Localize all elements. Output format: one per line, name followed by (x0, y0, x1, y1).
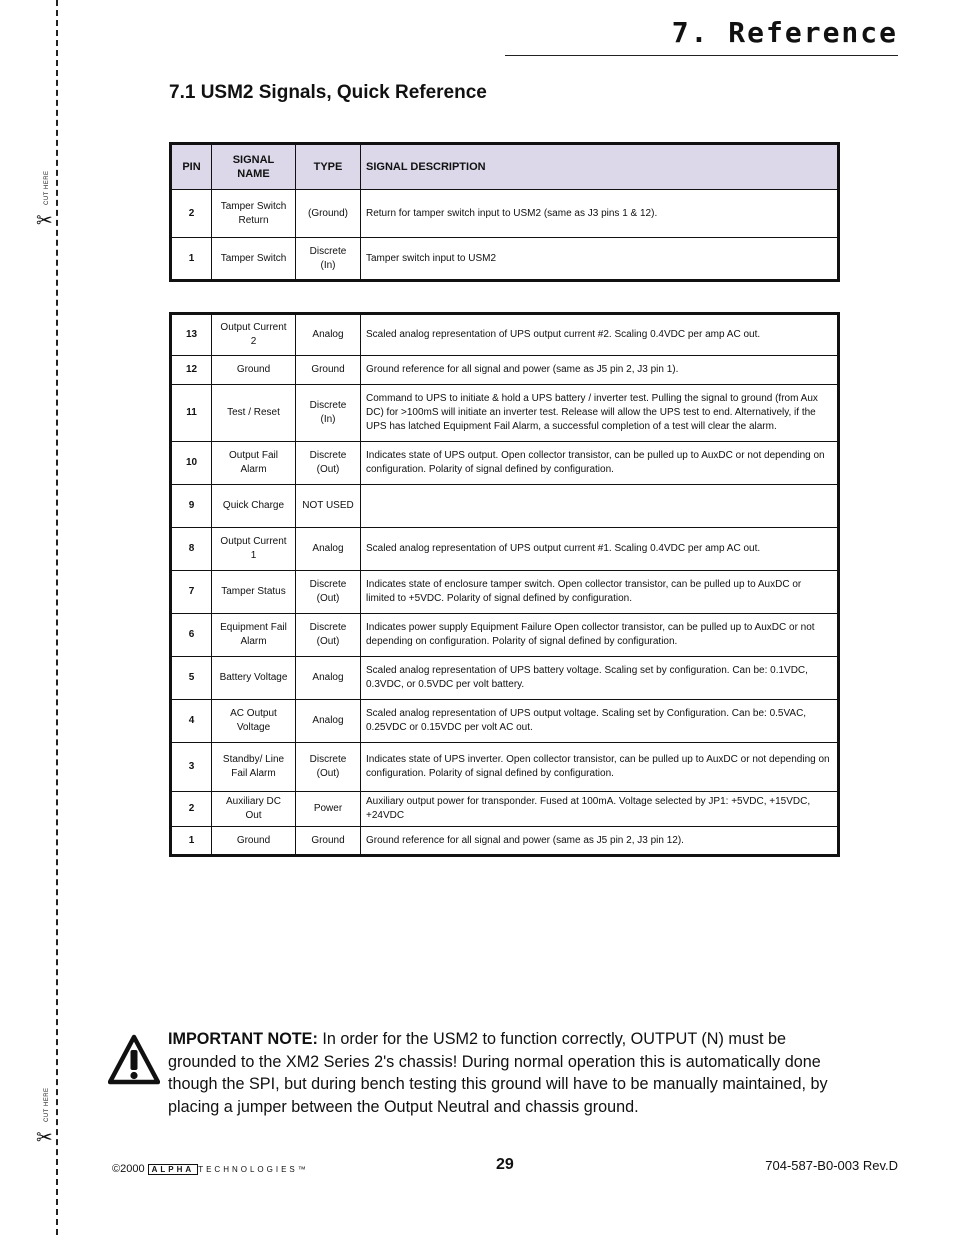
pin-cell: 13 (171, 314, 212, 356)
table-row (171, 614, 839, 657)
pin-cell: 7 (171, 571, 212, 614)
description-cell: Indicates state of UPS output. Open collector transistor, can be pulled up to AuxDC or not depending on configuration. Polarity of signal defined by configuration. (361, 442, 839, 485)
table-row (171, 314, 839, 356)
header-pin: PIN (171, 144, 212, 190)
pin-cell: 10 (171, 442, 212, 485)
description-cell: Return for tamper switch input to USM2 (same as J3 pins 1 & 12). (361, 190, 839, 238)
signal-name-cell: Tamper Status (212, 571, 296, 614)
header-signal-description: SIGNAL DESCRIPTION (361, 144, 839, 190)
signal-name-cell: Ground (212, 356, 296, 385)
cut-here-label-bottom: CUT HERE (44, 1087, 50, 1122)
type-cell: Power (296, 792, 361, 827)
table-row (171, 700, 839, 743)
signal-name-cell: Output Current 2 (212, 314, 296, 356)
cut-here-label-top: CUT HERE (44, 170, 50, 205)
scissors-icon: ✂ (36, 208, 53, 232)
pin-cell: 2 (171, 190, 212, 238)
description-cell: Scaled analog representation of UPS battery voltage. Scaling set by configuration. Can be: 0.1VDC, 0.3VDC, or 0.5VDC per volt battery. (361, 657, 839, 700)
pin-cell: 1 (171, 827, 212, 856)
table-row (171, 657, 839, 700)
type-cell: Analog (296, 700, 361, 743)
table-row (171, 571, 839, 614)
description-cell: Tamper switch input to USM2 (361, 238, 839, 281)
type-cell: Discrete (Out) (296, 571, 361, 614)
signals-table-j3 (169, 142, 840, 282)
pin-cell: 9 (171, 485, 212, 528)
pin-cell: 12 (171, 356, 212, 385)
table-row (171, 385, 839, 442)
description-cell (361, 485, 839, 528)
important-note (168, 1028, 848, 1118)
signals-table-j5 (169, 312, 840, 857)
warning-icon (108, 1034, 160, 1086)
signal-name-cell: Output Fail Alarm (212, 442, 296, 485)
pin-cell: 11 (171, 385, 212, 442)
description-cell: Scaled analog representation of UPS output current #2. Scaling 0.4VDC per amp AC out. (361, 314, 839, 356)
signal-name-cell: Standby/ Line Fail Alarm (212, 743, 296, 792)
description-cell: Indicates state of UPS inverter. Open collector transistor, can be pulled up to AuxDC or not depending on configuration. Polarity of signal defined by configuration. (361, 743, 839, 792)
signal-name-cell: Equipment Fail Alarm (212, 614, 296, 657)
pin-cell: 4 (171, 700, 212, 743)
type-cell: Analog (296, 314, 361, 356)
type-cell: Discrete (In) (296, 238, 361, 281)
pin-cell: 1 (171, 238, 212, 281)
description-cell: Ground reference for all signal and power (same as J5 pin 2, J3 pin 12). (361, 827, 839, 856)
section-title: 7.1 USM2 Signals, Quick Reference (169, 82, 487, 103)
table-row (171, 190, 839, 238)
page-number: 29 (496, 1156, 514, 1173)
description-cell: Scaled analog representation of UPS output voltage. Scaling set by Configuration. Can be: 0.5VAC, 0.25VDC or 0.15VDC per volt AC out. (361, 700, 839, 743)
type-cell: (Ground) (296, 190, 361, 238)
table-row (171, 528, 839, 571)
type-cell: Analog (296, 528, 361, 571)
logo-box: ALPHA (148, 1164, 199, 1175)
company-logo (148, 1164, 309, 1175)
important-note-text: In order for the USM2 to function correctly, OUTPUT (N) must be grounded to the XM2 Series 2's chassis! During normal operation this is automatically done though the SPI, but during bench testing this ground will have to be manually maintained, by placing a jumper between the Output Neutral and chassis ground. (168, 1030, 828, 1116)
pin-cell: 8 (171, 528, 212, 571)
signal-name-cell: AC Output Voltage (212, 700, 296, 743)
scissors-icon: ✂ (36, 1125, 53, 1149)
important-note-label: IMPORTANT NOTE: (168, 1030, 318, 1048)
signal-name-cell: Test / Reset (212, 385, 296, 442)
table-row (171, 442, 839, 485)
chapter-title: 7. Reference (671, 16, 898, 49)
type-cell: Ground (296, 827, 361, 856)
signal-name-cell: Tamper Switch Return (212, 190, 296, 238)
description-cell: Ground reference for all signal and power (same as J5 pin 2, J3 pin 1). (361, 356, 839, 385)
description-cell: Indicates state of enclosure tamper switch. Open collector transistor, can be pulled up to AuxDC or limited to +5VDC. Polarity of signal defined by configuration. (361, 571, 839, 614)
document-number: 704-587-B0-003 Rev.D (765, 1158, 898, 1173)
table-row (171, 827, 839, 856)
type-cell: Discrete (In) (296, 385, 361, 442)
table-row (171, 238, 839, 281)
type-cell: Ground (296, 356, 361, 385)
signal-name-cell: Tamper Switch (212, 238, 296, 281)
signal-name-cell: Quick Charge (212, 485, 296, 528)
pin-cell: 5 (171, 657, 212, 700)
description-cell: Command to UPS to initiate & hold a UPS battery / inverter test. Pulling the signal to ground (from Aux DC) for >100mS will initiate an inverter test. Release will allow the UPS test to end. Alternatively, if the UPS has latched Equipment Fail Alarm, a successful completion of a test will clear the alarm. (361, 385, 839, 442)
copyright-text: ©2000 (112, 1163, 145, 1175)
signal-name-cell: Battery Voltage (212, 657, 296, 700)
table-row (171, 792, 839, 827)
description-cell: Indicates power supply Equipment Failure Open collector transistor, can be pulled up to AuxDC or not depending on configuration. Polarity of signal defined by configuration. (361, 614, 839, 657)
header-type: TYPE (296, 144, 361, 190)
table-row (171, 743, 839, 792)
type-cell: Analog (296, 657, 361, 700)
chapter-rule (505, 55, 898, 56)
pin-cell: 3 (171, 743, 212, 792)
pin-cell: 2 (171, 792, 212, 827)
table-header-row (171, 144, 839, 190)
description-cell: Scaled analog representation of UPS output current #1. Scaling 0.4VDC per amp AC out. (361, 528, 839, 571)
table-row (171, 356, 839, 385)
cut-line (56, 0, 58, 1235)
type-cell: Discrete (Out) (296, 743, 361, 792)
signal-name-cell: Auxiliary DC Out (212, 792, 296, 827)
logo-text: TECHNOLOGIES™ (198, 1165, 309, 1174)
signal-name-cell: Output Current 1 (212, 528, 296, 571)
type-cell: NOT USED (296, 485, 361, 528)
table-row (171, 485, 839, 528)
signal-name-cell: Ground (212, 827, 296, 856)
header-signal-name: SIGNAL NAME (212, 144, 296, 190)
description-cell: Auxiliary output power for transponder. Fused at 100mA. Voltage selected by JP1: +5VDC, +15VDC, +24VDC (361, 792, 839, 827)
footer-copyright (112, 1163, 309, 1175)
pin-cell: 6 (171, 614, 212, 657)
type-cell: Discrete (Out) (296, 442, 361, 485)
type-cell: Discrete (Out) (296, 614, 361, 657)
